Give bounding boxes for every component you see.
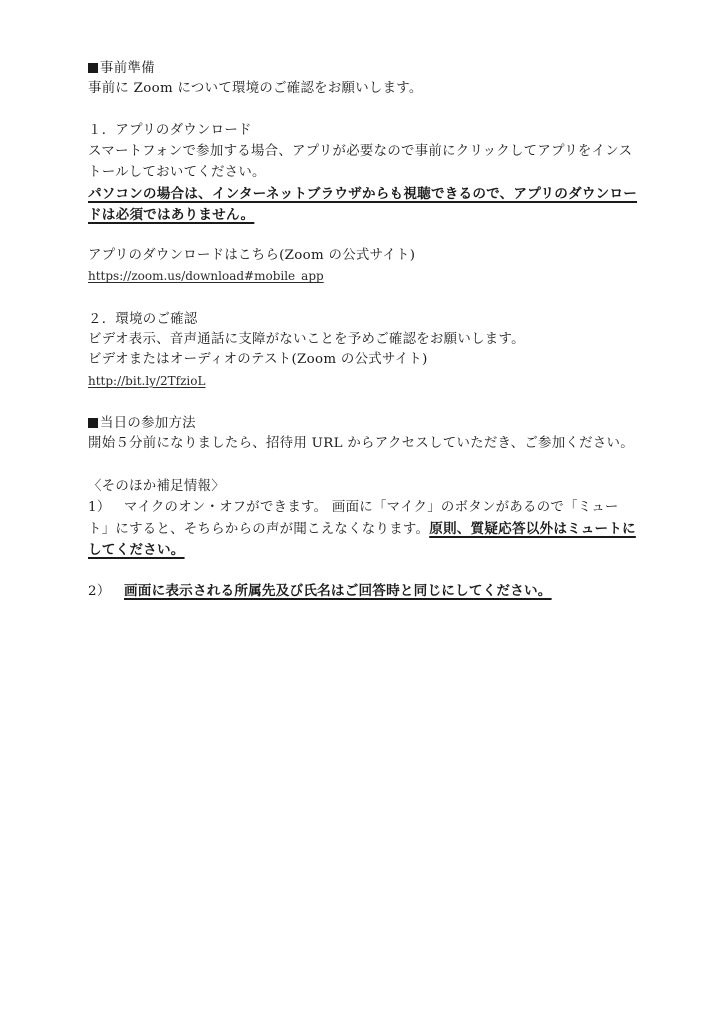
- supplement-item2: [88, 581, 658, 602]
- supplement-item1-bold-part1: 原則、質疑応答以外はミュートに: [429, 521, 636, 537]
- black-square-bullet-icon: [88, 63, 98, 73]
- supplement-item1-bold-part2: してください。: [88, 542, 185, 558]
- supplement-item1-line1: 1） マイクのオン・オフができます。 画面に「マイク」のボタンがあるので「ミュー: [88, 498, 658, 518]
- app-download-line1: スマートフォンで参加する場合、アプリが必要なので事前にクリックしてアプリをインス: [88, 144, 633, 159]
- supplement-item2-number: 2）: [88, 584, 111, 599]
- zoom-test-link[interactable]: http://bit.ly/2TfzioL: [88, 374, 206, 388]
- black-square-bullet-icon: [88, 418, 98, 428]
- supplement-item1-number: 1）: [88, 500, 111, 515]
- app-download-heading: １．アプリのダウンロード: [88, 123, 252, 138]
- section-prep-intro: 事前に Zoom について環境のご確認をお願いします。: [88, 81, 423, 96]
- env-check-line1: ビデオ表示、音声通話に支障がないことを予めご確認をお願いします。: [88, 332, 525, 347]
- app-download-bold-line2: ドは必須ではありません。: [88, 207, 255, 223]
- app-download-link-row: [88, 266, 658, 287]
- env-check-link-row: [88, 371, 658, 392]
- section-day-heading: 当日の参加方法: [88, 414, 658, 434]
- app-download-line2: トールしておいてください。: [88, 165, 266, 180]
- section-day-text: 開始５分前になりましたら、招待用 URL からアクセスしていただき、ご参加ください。: [88, 436, 634, 451]
- zoom-download-link[interactable]: https://zoom.us/download#mobile_app: [88, 269, 324, 283]
- app-download-bold-line1: パソコンの場合は、インターネットブラウザからも視聴できるので、アプリのダウンロー: [88, 186, 638, 202]
- supplement-heading: 〈そのほか補足情報〉: [88, 479, 225, 494]
- section-prep-heading: 事前準備: [88, 59, 658, 79]
- env-check-line2: ビデオまたはオーディオのテスト(Zoom の公式サイト): [88, 352, 428, 367]
- supplement-item2-bold: 画面に表示される所属先及び氏名はご回答時と同じにしてください。: [124, 583, 552, 599]
- app-download-link-label: アプリのダウンロードはこちら(Zoom の公式サイト): [88, 248, 416, 263]
- env-check-heading: ２．環境のご確認: [88, 312, 198, 327]
- supplement-item1-line2: ト」にすると、そちらからの声が聞こえなくなります。原則、質疑応答以外はミュートに: [88, 521, 636, 537]
